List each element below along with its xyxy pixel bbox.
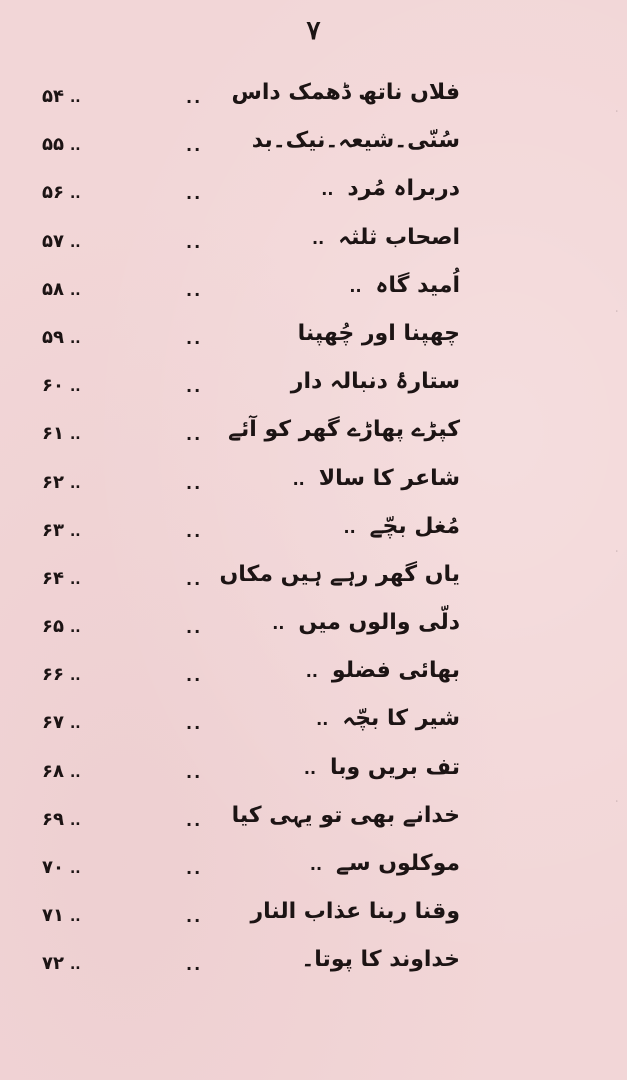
toc-entry-page-number [42,279,81,300]
toc-entry-title-text: دلّی والوں میں [298,610,460,636]
toc-entry [40,656,460,704]
toc-entry-page-number [42,182,81,203]
toc-entry-page-number [42,375,81,396]
toc-entry-title-text: بھائی فضلو [331,658,460,684]
toc-entry-page-number-value: ۶۱ [42,423,64,445]
toc-entry-title-text: خدانے بھی تو یہی کیا [231,802,460,828]
toc-entry-title [321,176,460,201]
toc-entry-leader-dots: .. [186,280,203,300]
toc-entry-leader-dots: .. [186,328,203,348]
toc-entry-page-number [42,953,81,974]
toc-entry-page-number [42,809,81,830]
toc-entry-leader-dots: .. [186,762,203,782]
toc-entry-page-number [42,134,81,155]
toc-entry-title-text: ستارۂ دنبالہ دار [290,369,460,395]
toc-entry-page-number-dots: .. [69,571,81,588]
toc-entry-title-text: فلاں ناتھ ڈھمک داس [231,80,460,105]
toc-entry-page-number [42,423,81,444]
toc-entry-page-number-value: ۵۴ [42,86,64,107]
toc-entry [40,367,460,415]
toc-entry-page-number-value: ۷۰ [42,857,64,878]
toc-entry [40,849,460,897]
toc-entry-page-number-value: ۶۳ [42,519,64,541]
toc-entry-title-text: سُنّی۔شیعہ۔نیک۔بد [251,128,460,154]
toc-entry-title-text: مُغل بچّے [369,513,460,539]
toc-entry-page-number [42,616,81,637]
toc-entry-leader-dots: .. [186,907,203,927]
toc-entry [40,512,460,560]
toc-entry-title-dots: .. [316,710,329,730]
toc-entry-page-number-value: ۷۱ [42,905,64,927]
toc-entry-leader-dots: .. [186,232,203,252]
toc-entry-title-text: خداوند کا پوتا۔ [301,947,460,973]
toc-entry-title-text: تف بریں وبا [330,754,460,780]
toc-entry [40,801,460,849]
toc-entry-page-number-value: ۵۸ [42,278,64,300]
toc-entry-page-number-dots: .. [69,330,81,347]
toc-entry-title-text: اُمید گاہ [375,272,460,298]
toc-entry-title [349,273,460,298]
toc-entry-title [217,80,460,105]
toc-entry-page-number [42,472,81,493]
toc-entry-page-number [42,231,81,252]
toc-entry-title-text: کپڑے پھاڑے گھر کو آئے [228,417,460,443]
toc-entry [40,174,460,222]
toc-entry-page-number [42,905,81,926]
toc-entry-leader-dots: .. [186,184,203,204]
toc-entry-title [272,610,460,635]
toc-entry-page-number-dots: .. [69,475,81,492]
toc-entry-title-dots: .. [312,228,325,248]
toc-entry-page-number-dots: .. [69,668,81,685]
toc-entry [40,753,460,801]
toc-entry-page-number-value: ۵۷ [42,230,64,252]
toc-entry [40,319,460,367]
bleed-through-text: . . . . [614,100,619,806]
toc-entry-title [218,803,460,828]
toc-entry-title [287,947,460,972]
toc-entry-page-number-value: ۶۴ [42,567,64,589]
toc-entry-page-number-value: ۶۰ [42,375,64,397]
toc-entry-page-number [42,86,81,107]
toc-entry-title-text: وقنا ربنا عذاب النار [250,899,460,925]
toc-entry-page-number-value: ۵۹ [42,326,64,348]
toc-entry-title [236,899,460,924]
toc-entry-page-number-dots: .. [69,427,81,444]
toc-entry-page-number [42,712,81,733]
toc-entry-page-number-dots: .. [69,90,81,106]
toc-entry-page-number-dots: .. [69,379,81,396]
toc-entry-leader-dots: .. [186,425,203,445]
toc-entry-title [205,562,460,587]
toc-entry-page-number-value: ۶۵ [42,616,64,638]
toc-entry-title [293,466,460,491]
toc-entry-title-text: شیر کا بچّہ [342,706,460,732]
toc-entry [40,223,460,271]
toc-entry-title [344,514,461,539]
toc-entry-page-number [42,327,81,348]
toc-entry-page-number [42,857,81,878]
toc-entry-title [277,369,460,394]
table-of-contents [40,78,460,994]
toc-entry-page-number [42,568,81,589]
toc-entry-page-number-dots: .. [69,812,81,829]
page-number: ۷ [306,16,321,46]
toc-entry-title [214,417,460,442]
toc-entry [40,945,460,993]
toc-entry [40,464,460,512]
toc-entry-leader-dots: .. [186,88,203,107]
toc-entry-title-text: یاں گھر رہے ہیں مکاں [219,561,460,587]
toc-entry-page-number-value: ۶۸ [42,760,64,782]
toc-entry-page-number-dots: .. [69,764,81,781]
toc-entry-page-number-value: ۷۲ [42,953,64,975]
toc-entry-page-number-dots: .. [69,138,81,155]
toc-entry-title-text: اصحاب ثلثہ [338,224,460,250]
toc-entry-leader-dots: .. [186,859,203,878]
toc-entry-leader-dots: .. [186,521,203,541]
toc-entry-page-number [42,520,81,541]
toc-entry-leader-dots: .. [186,810,203,830]
toc-entry-page-number-dots: .. [69,523,81,540]
toc-entry-title-dots: .. [303,758,317,778]
toc-entry [40,608,460,656]
toc-entry-title-dots: .. [349,276,362,296]
toc-entry [40,78,460,126]
toc-entry-page-number [42,664,81,685]
toc-entry-title [312,225,460,250]
toc-entry-page-number-dots: .. [69,620,81,637]
toc-entry-page-number-value: ۶۶ [42,664,64,686]
toc-entry-title-dots: .. [305,662,318,682]
toc-entry [40,704,460,752]
toc-entry-leader-dots: .. [186,666,203,686]
toc-entry-title [284,321,460,346]
toc-entry-page-number-value: ۶۲ [42,471,64,493]
toc-entry-page-number-dots: .. [69,957,81,974]
toc-entry [40,415,460,463]
toc-entry-leader-dots: .. [186,136,203,156]
toc-entry-leader-dots: .. [186,569,203,589]
toc-entry-title-text: چھپنا اور چُھپنا [297,320,460,346]
toc-entry-title-dots: .. [292,469,305,489]
toc-entry-leader-dots: .. [186,618,203,638]
toc-entry-title [306,658,460,683]
toc-entry-title [316,706,460,731]
toc-entry-leader-dots: .. [186,714,203,734]
toc-entry-page-number [42,761,81,782]
toc-entry-title-text: دربراہ مُرد [347,176,460,202]
toc-entry-title-dots: .. [309,855,323,874]
toc-entry-title-text: شاعر کا سالا [318,465,460,491]
toc-entry-page-number-value: ۵۵ [42,134,64,156]
toc-entry-page-number-value: ۵۶ [42,182,64,204]
toc-entry-page-number-dots: .. [69,716,81,733]
toc-entry-leader-dots: .. [186,473,203,493]
toc-entry-title-dots: .. [272,614,285,634]
toc-entry [40,560,460,608]
toc-entry-title-dots: .. [321,180,334,200]
toc-entry-page-number-dots: .. [69,234,81,251]
toc-entry-leader-dots: .. [186,955,203,975]
toc-entry-title [304,755,460,780]
toc-entry-page-number-dots: .. [69,909,81,926]
toc-entry-page-number-value: ۶۷ [42,712,64,734]
toc-entry-page-number-dots: .. [69,861,81,877]
toc-entry [40,271,460,319]
toc-entry [40,126,460,174]
toc-entry-title [310,851,460,876]
toc-entry-page-number-dots: .. [69,282,81,299]
toc-entry-title-text: موکلوں سے [336,851,460,876]
toc-entry-title [238,128,460,153]
toc-entry-page-number-value: ۶۹ [42,808,64,830]
toc-entry-page-number-dots: .. [69,186,81,203]
toc-entry [40,897,460,945]
toc-entry-title-dots: .. [343,517,356,537]
toc-entry-leader-dots: .. [186,377,203,397]
